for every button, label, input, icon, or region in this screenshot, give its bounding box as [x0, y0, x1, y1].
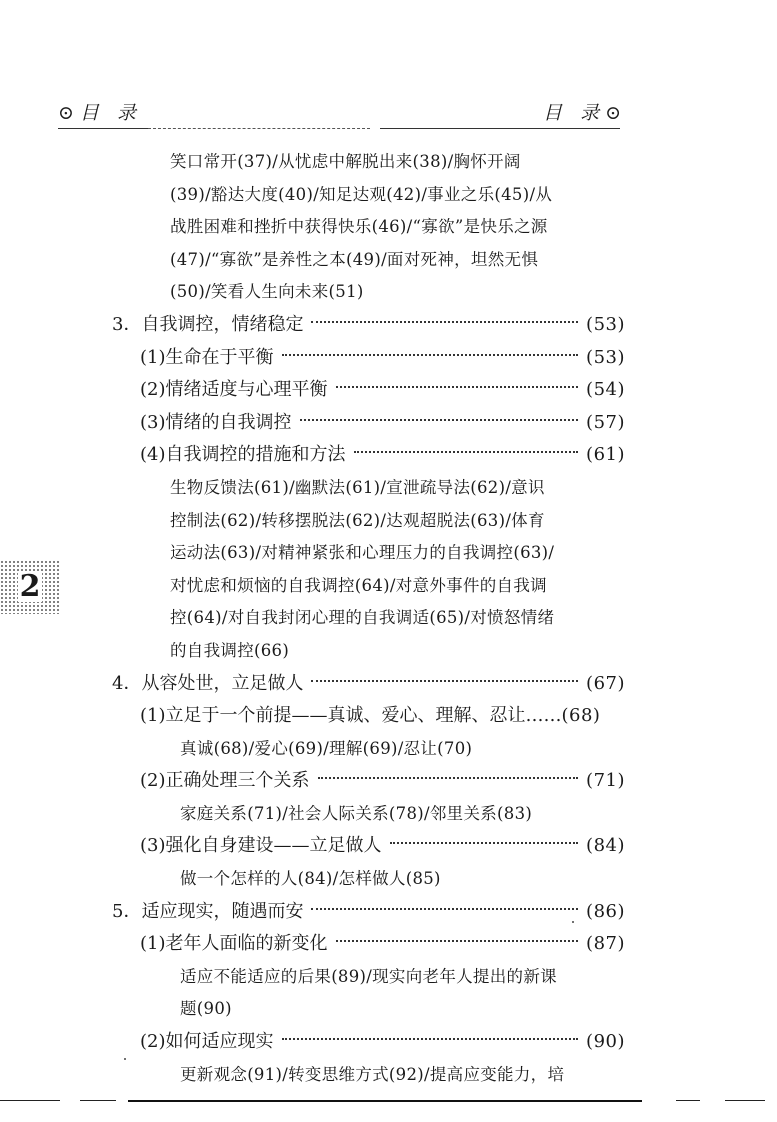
toc-entry-title: (4)自我调控的措施和方法 [140, 444, 346, 466]
footer-rule [0, 1100, 60, 1101]
toc-entry-section-5[interactable] [0, 896, 777, 929]
entry-detail-line: 生物反馈法(61)/幽默法(61)/宣泄疏导法(62)/意识 [170, 477, 545, 497]
toc-leader-dots [311, 680, 578, 682]
toc-leader-dots [300, 419, 579, 421]
toc-page-ref: (53) [586, 346, 625, 368]
toc-entry-5-2[interactable] [0, 1026, 777, 1059]
toc-page-ref: (53) [586, 313, 625, 335]
toc-entry-section-3[interactable] [0, 309, 777, 342]
toc-page-ref: (87) [586, 933, 625, 955]
toc-entry-title: 5．适应现实，随遇而安 [112, 900, 304, 922]
toc-entry-4-3[interactable] [0, 830, 777, 863]
footer-rule [676, 1100, 700, 1101]
toc-leader-dots [390, 842, 579, 844]
toc-page-ref: (67) [586, 672, 625, 694]
toc-page-ref: (90) [586, 1031, 625, 1053]
toc-entry-title: (3)情绪的自我调控 [140, 411, 292, 433]
toc-page-ref: (71) [586, 770, 625, 792]
entry-detail-line: 家庭关系(71)/社会人际关系(78)/邻里关系(83) [180, 803, 533, 823]
toc-page-ref: (54) [586, 379, 625, 401]
header-rule-right [380, 128, 620, 129]
scan-speck [572, 921, 574, 923]
entry-detail-line: 题(90) [180, 999, 232, 1019]
entry-detail-line: 适应不能适应的后果(89)/现实向老年人提出的新课 [180, 966, 557, 986]
running-header-right: 目 录⊙ [543, 102, 627, 124]
toc-page-ref: (68) [561, 705, 601, 727]
toc-leader-dots [282, 1038, 579, 1040]
toc-entry-title: (1)老年人面临的新变化 [140, 933, 328, 955]
toc-page-ref: (84) [586, 835, 625, 857]
entry-detail-line: 笑口常开(37)/从忧虑中解脱出来(38)/胸怀开阔 [170, 152, 521, 171]
toc-leader-dots [311, 321, 578, 323]
entry-detail-line: 战胜困难和挫折中获得快乐(46)/“寡欲”是快乐之源 [170, 217, 548, 237]
footer-rule [80, 1100, 116, 1101]
entry-detail-line: (47)/“寡欲”是养性之本(49)/面对死神，坦然无惧 [170, 249, 539, 269]
scan-speck [124, 1058, 126, 1060]
toc-leader-dots [354, 451, 579, 453]
toc-leader-dots [318, 777, 579, 779]
footer-rule [725, 1100, 765, 1101]
toc-entry-4-1[interactable] [0, 700, 777, 733]
toc-content [0, 146, 777, 1091]
toc-entry-section-4[interactable] [0, 668, 777, 701]
toc-leader-dots [311, 908, 578, 910]
entry-detail-line: 做一个怎样的人(84)/怎样做人(85) [180, 869, 441, 889]
toc-entry-title: (2)如何适应现实 [140, 1031, 274, 1053]
entry-detail-line: 更新观念(91)/转变思维方式(92)/提高应变能力，培 [180, 1064, 565, 1084]
entry-detail-line: 的自我调控(66) [170, 640, 290, 660]
toc-entry-title: (1)立足于一个前提——真诚、爱心、理解、忍让…… [140, 705, 562, 727]
toc-entry-title: (3)强化自身建设——立足做人 [140, 835, 382, 857]
toc-leader-dots [336, 386, 579, 388]
toc-page-ref: (86) [586, 900, 625, 922]
entry-detail-line: 控(64)/对自我封闭心理的自我调适(65)/对愤怒情绪 [170, 608, 555, 628]
header-rule-left-dashed [148, 128, 370, 129]
entry-detail-line: 真诚(68)/爱心(69)/理解(69)/忍让(70) [180, 738, 473, 758]
entry-detail-line: 控制法(62)/转移摆脱法(62)/达观超脱法(63)/体育 [170, 510, 545, 530]
page-number: 2 [19, 569, 41, 604]
toc-entry-4-2[interactable] [0, 765, 777, 798]
toc-entry-3-4[interactable] [0, 439, 777, 472]
entry-detail-line: (39)/豁达大度(40)/知足达观(42)/事业之乐(45)/从 [170, 184, 553, 204]
running-header-left: ⊙目 录 [58, 102, 142, 124]
toc-entry-title: 4．从容处世，立足做人 [112, 672, 304, 694]
toc-entry-title: (2)情绪适度与心理平衡 [140, 379, 328, 401]
footer-rule [128, 1100, 642, 1102]
toc-entry-3-1[interactable] [0, 342, 777, 375]
toc-page-ref: (57) [586, 411, 625, 433]
toc-entry-3-2[interactable] [0, 374, 777, 407]
toc-leader-dots [282, 354, 579, 356]
toc-entry-title: (2)正确处理三个关系 [140, 770, 310, 792]
toc-entry-title: (1)生命在于平衡 [140, 346, 274, 368]
entry-detail-line: (50)/笑看人生向未来(51) [170, 282, 364, 302]
toc-page-ref: (61) [586, 444, 625, 466]
entry-detail-line: 对忧虑和烦恼的自我调控(64)/对意外事件的自我调 [170, 575, 547, 595]
toc-entry-3-3[interactable] [0, 407, 777, 440]
entry-detail-line: 运动法(63)/对精神紧张和心理压力的自我调控(63)/ [170, 543, 555, 563]
header-rule-left [58, 128, 148, 129]
toc-entry-5-1[interactable] [0, 928, 777, 961]
toc-entry-title: 3．自我调控，情绪稳定 [112, 313, 304, 335]
toc-leader-dots [336, 940, 579, 942]
